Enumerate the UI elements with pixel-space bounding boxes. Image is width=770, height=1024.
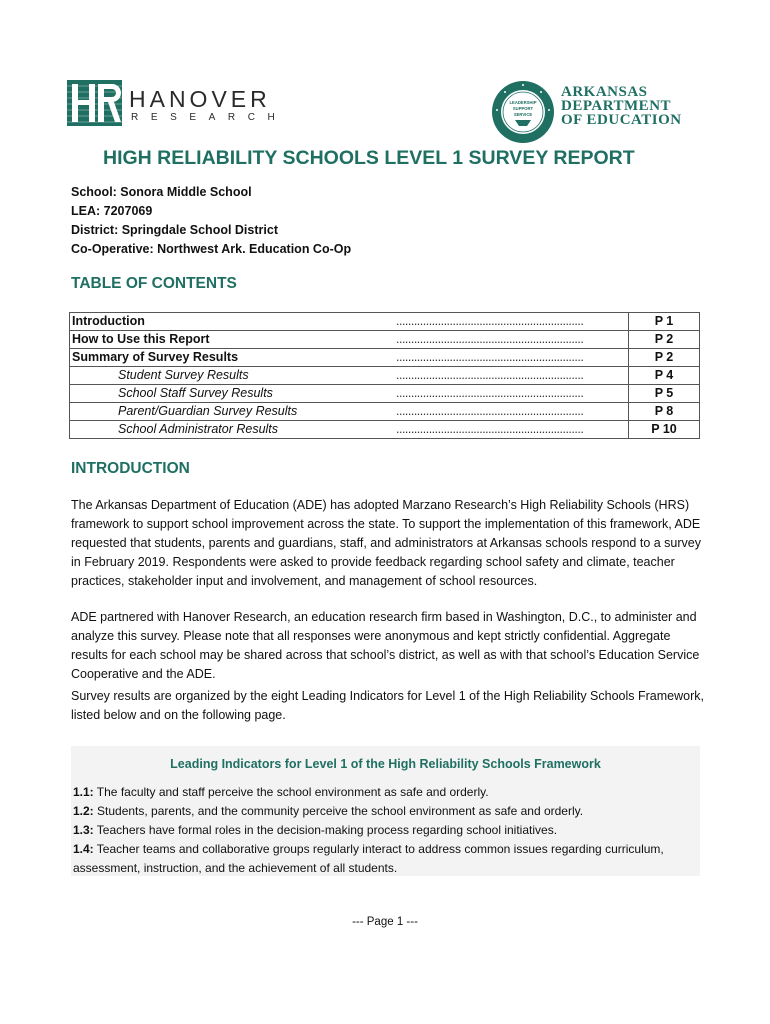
hanover-research-logo xyxy=(67,80,288,126)
toc-label: How to Use this Report xyxy=(70,331,395,349)
toc-dots: ............................................................... xyxy=(394,349,629,367)
school-name: School: Sonora Middle School xyxy=(71,185,252,199)
lea-number: LEA: 7207069 xyxy=(71,204,153,218)
indicator-item xyxy=(73,783,695,802)
toc-page: P 5 xyxy=(629,385,700,403)
indicator-item xyxy=(73,840,695,878)
research-wordmark: RESEARCH xyxy=(131,112,288,123)
hr-mark-icon xyxy=(67,80,122,126)
toc-label: Summary of Survey Results xyxy=(70,349,395,367)
toc-page: P 8 xyxy=(629,403,700,421)
toc-row[interactable] xyxy=(70,403,700,421)
toc-dots: ............................................................... xyxy=(394,421,629,439)
toc-row[interactable] xyxy=(70,349,700,367)
toc-label: School Administrator Results xyxy=(70,421,395,439)
indicator-item xyxy=(73,802,695,821)
indicator-text: Teachers have formal roles in the decision-making process regarding school initiatives. xyxy=(93,823,558,837)
toc-dots: ............................................................... xyxy=(394,385,629,403)
report-title: HIGH RELIABILITY SCHOOLS LEVEL 1 SURVEY REPORT xyxy=(103,147,635,169)
toc-row[interactable] xyxy=(70,313,700,331)
toc-page: P 2 xyxy=(629,331,700,349)
toc-row[interactable] xyxy=(70,421,700,439)
introduction-heading: INTRODUCTION xyxy=(71,460,190,477)
indicator-text: Students, parents, and the community perceive the school environment as safe and orderly. xyxy=(93,804,584,818)
district-name: District: Springdale School District xyxy=(71,223,278,237)
indicator-number: 1.2: xyxy=(73,804,94,818)
toc-row[interactable] xyxy=(70,367,700,385)
table-of-contents xyxy=(69,312,700,439)
intro-paragraph-1: The Arkansas Department of Education (ADE) has adopted Marzano Research’s High Reliability Schools (HRS) framework to support school improvement across the state. To support the implementation of this framework, ADE requested that students, parents and guardians, staff, and administrators at Arkansas schools respond to a survey in February 2019. Respondents were asked to provide feedback regarding school safety and climate, teacher practices, stakeholder input and involvement, and management of school resources. xyxy=(71,498,701,588)
toc-label: Parent/Guardian Survey Results xyxy=(70,403,395,421)
seal-text-1: LEADERSHIP xyxy=(509,100,537,105)
toc-page: P 1 xyxy=(629,313,700,331)
ade-seal-icon xyxy=(491,80,555,144)
toc-page: P 4 xyxy=(629,367,700,385)
leading-indicators-box xyxy=(71,746,700,876)
toc-dots: ............................................................... xyxy=(394,313,629,331)
ade-wordmark xyxy=(561,85,682,127)
school-info xyxy=(71,183,351,259)
indicator-number: 1.4: xyxy=(73,842,94,856)
toc-label: School Staff Survey Results xyxy=(70,385,395,403)
ade-line-1: ARKANSAS xyxy=(561,84,648,100)
toc-page: P 2 xyxy=(629,349,700,367)
toc-heading: TABLE OF CONTENTS xyxy=(71,275,237,292)
ade-line-3: OF EDUCATION xyxy=(561,112,682,128)
indicator-text: The faculty and staff perceive the school environment as safe and orderly. xyxy=(93,785,489,799)
leading-indicators-list xyxy=(73,783,695,878)
toc-row[interactable] xyxy=(70,385,700,403)
toc-label: Introduction xyxy=(70,313,395,331)
ade-line-2: DEPARTMENT xyxy=(561,98,672,114)
indicator-number: 1.1: xyxy=(73,785,94,799)
toc-row[interactable] xyxy=(70,331,700,349)
seal-text-3: SERVICE xyxy=(513,112,533,117)
coop-name: Co-Operative: Northwest Ark. Education Co-Op xyxy=(71,242,352,256)
hanover-wordmark: HANOVER xyxy=(129,86,271,112)
toc-dots: ............................................................... xyxy=(394,331,629,349)
toc-page: P 10 xyxy=(629,421,700,439)
indicator-item xyxy=(73,821,695,840)
intro-paragraph-2: ADE partnered with Hanover Research, an education research firm based in Washington, D.C., to administer and analyze this survey. Please note that all responses were anonymous and kept strictly confidential. Aggregate results for each school may be shared across that school’s district, as well as with that school’s Education Service Cooperative and the ADE. xyxy=(71,610,700,681)
intro-paragraph-3: Survey results are organized by the eight Leading Indicators for Level 1 of the High Reliability Schools Framework, listed below and on the following page. xyxy=(71,689,704,722)
indicator-text: Teacher teams and collaborative groups regularly interact to address common issues regarding curriculum, assessment, instruction, and the achievement of all students. xyxy=(73,842,664,875)
page-footer: --- Page 1 --- xyxy=(352,916,418,928)
toc-dots: ............................................................... xyxy=(394,367,629,385)
leading-indicators-title: Leading Indicators for Level 1 of the High Reliability Schools Framework xyxy=(170,757,601,771)
toc-dots: ............................................................... xyxy=(394,403,629,421)
indicator-number: 1.3: xyxy=(73,823,94,837)
seal-text-2: SUPPORT xyxy=(512,106,534,111)
toc-label: Student Survey Results xyxy=(70,367,395,385)
